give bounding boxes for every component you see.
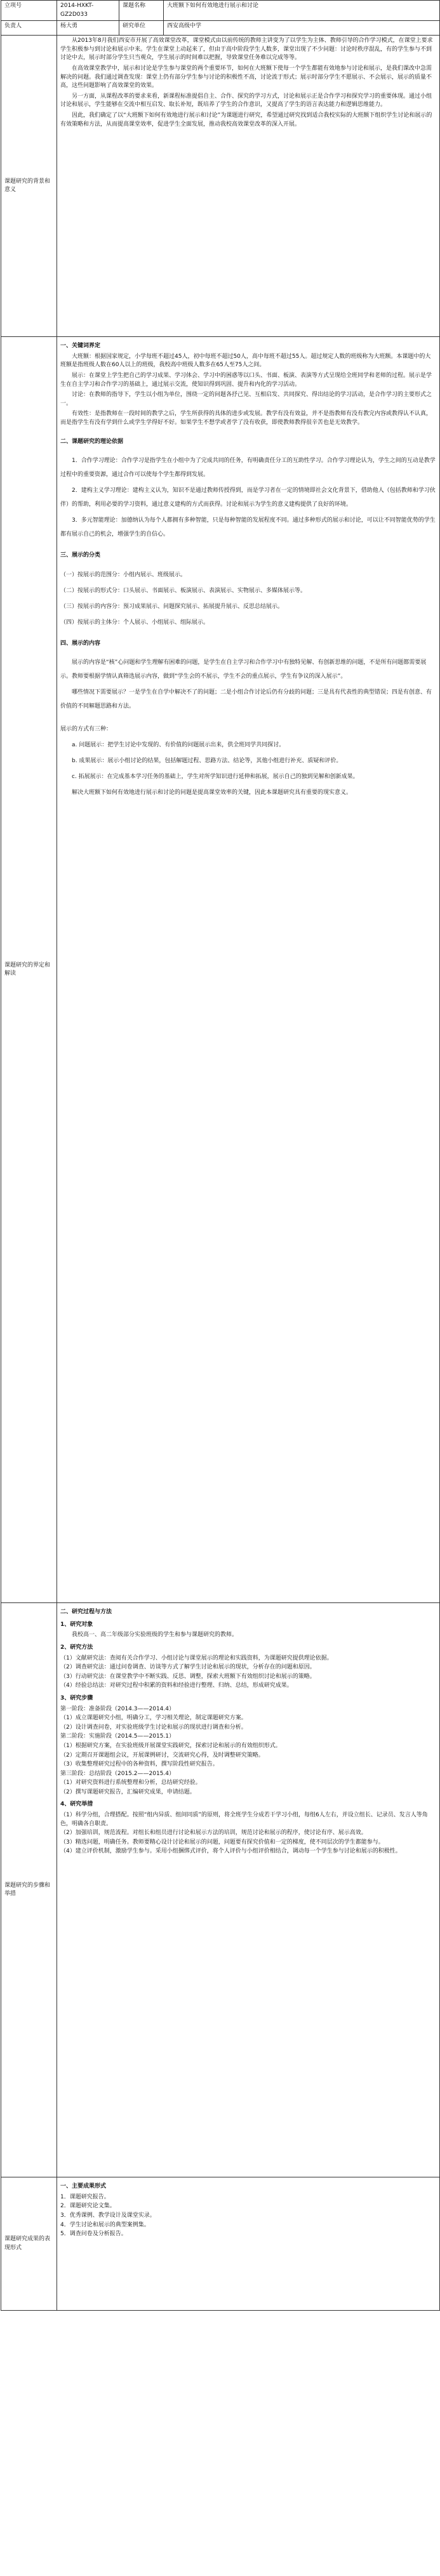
background-content <box>57 36 440 337</box>
stage-item: （2）设计调查问卷，对实验班级学生讨论和展示的现状进行调查和分析。 <box>60 1724 247 1731</box>
stage-item: 第一阶段：准备阶段（2014.3——2014.4） <box>60 1705 175 1712</box>
steps-content <box>57 1603 440 2177</box>
measures-list <box>60 1811 436 1856</box>
background-label: 课题研究的背景和意义 <box>1 36 57 337</box>
closing-paragraph: a. 问题展示：把学生讨论中发现的、有价值的问题展示出来，供全班同学共同探讨。 <box>72 742 285 749</box>
type-item: （三）按展示的内容分：预习成果展示、问题探究展示、拓展提升展示、反思总结展示。 <box>60 603 284 610</box>
title-value: 大班额下如何有效地进行展示和讨论 <box>164 1 440 21</box>
background-row <box>1 36 440 337</box>
stage-item: （1）对研究资料进行系统整理和分析，总结研究经验。 <box>60 1780 201 1787</box>
steps-paragraph: 我校高一、高二年级部分实验班级的学生和参与课题研究的教师。 <box>72 1632 238 1639</box>
review-paragraph: 讨论：在教师的指导下，学生以小组为单位，围绕一定的问题各抒己见、互相启发、共同探究、得出结论的学习活动，是合作学习的主要形式之一。 <box>60 392 432 407</box>
stage-item: （1）成立课题研究小组，明确分工，学习相关理论，制定课题研究方案。 <box>60 1715 247 1722</box>
stage-item: 第三阶段：总结阶段（2015.2——2015.4） <box>60 1770 175 1777</box>
result-item: 4．学生讨论和展示的典型案例集。 <box>60 2221 150 2228</box>
closing-paragraph: 展示的方式有三种： <box>60 726 112 733</box>
measure-item: （4）建立评价机制，激励学生参与。采用小组捆绑式评价，将个人评价与小组评价相结合，调动每一个学生参与讨论和展示的积极性。 <box>60 1848 401 1855</box>
review-row <box>1 337 440 1603</box>
stage-item: （2）撰写课题研究报告，汇编研究成果，申请结题。 <box>60 1788 196 1795</box>
header-row-1 <box>1 1 440 21</box>
section-heading: 一、关键词界定 <box>60 343 101 350</box>
method-item: （1）文献研究法：查阅有关合作学习、小组讨论与课堂展示的理论和实践资料，为课题研究提供理论依据。 <box>60 1655 333 1661</box>
closing-paragraph: b. 成果展示：展示小组讨论的结果，包括解题过程、思路方法、结论等，其他小组进行补充、质疑和评价。 <box>72 758 342 765</box>
id-value: 2014-HXKT-GZ2D033 <box>57 1 119 21</box>
section-heading: 四、展示的内容 <box>60 640 101 647</box>
result-item: 2．课题研究论文集。 <box>60 2203 116 2210</box>
closing-paragraph: 解决大班额下如何有效地进行展示和讨论的问题是提高课堂效率的关键，因此本课题研究具有重要的现实意义。 <box>72 789 352 796</box>
title-label: 课题名称 <box>119 1 164 21</box>
closing-paragraph: c. 拓展展示：在完成基本学习任务的基础上，学生对所学知识进行延伸和拓展，展示自己的独到见解和创新成果。 <box>72 774 359 781</box>
review-paragraph: 展示：在课堂上学生把自己的学习成果、学习体会、学习中的困惑等以口头、书面、板演、表演等方式呈现给全班同学和老师的过程。展示是学生在自主学习和合作学习的基础上，通过展示交流，使知识得到巩固、提升和内化的学习活动。 <box>60 372 432 388</box>
leader-value: 杨大勇 <box>57 21 119 36</box>
measure-item: （2）加强培训，规范流程。对组长和组员进行讨论和展示方法的培训，规范讨论和展示的程序，使讨论有序、展示高效。 <box>60 1830 367 1837</box>
review-paragraph: 1．合作学习理论：合作学习是指学生在小组中为了完成共同的任务，有明确责任分工的互助性学习。合作学习理论认为，学生之间的互动是教学过程中的重要资源，通过合作可以使每个学生都得到发展。 <box>60 458 436 479</box>
stage-item: （3）收集整理研究过程中的各种资料，撰写阶段性研究报告。 <box>60 1761 218 1768</box>
subsection-heading: 1、研究对象 <box>60 1621 93 1628</box>
review-label: 课题研究的界定和解读 <box>1 337 57 1603</box>
result-item: 1．课题研究报告。 <box>60 2193 110 2200</box>
methods-list <box>60 1655 436 1691</box>
type-item: （二）按展示的形式分：口头展示、书面展示、板演展示、表演展示、实物展示、多媒体展示等。 <box>60 587 307 594</box>
unit-value: 西安高级中学 <box>164 21 440 36</box>
section-heading: 二、课题研究的理论依据 <box>60 438 124 445</box>
stage-item: （2）定期召开课题组会议，开展课例研讨，交流研究心得，及时调整研究策略。 <box>60 1752 264 1759</box>
type-item: （一）按展示的范围分：小组内展示、班级展示。 <box>60 571 187 578</box>
results-label: 课题研究成果的表现形式 <box>1 2177 57 2311</box>
stage-item: （1）根据研究方案，在实验班级开展课堂实践研究，探索讨论和展示的有效组织形式。 <box>60 1742 281 1749</box>
method-item: （4）经验总结法：对研究过程中积累的资料和经验进行整理、归纳、总结，形成研究成果。 <box>60 1682 293 1689</box>
review-content <box>57 337 440 1603</box>
project-form-table <box>1 0 440 2311</box>
review-paragraph: 2．建构主义学习理论：建构主义认为，知识不是通过教师传授得到，而是学习者在一定的情境即社会文化背景下，借助他人（包括教师和学习伙伴）的帮助，利用必要的学习资料，通过意义建构的方式而获得。讨论和展示为学生的意义建构提供了良好的环境。 <box>60 487 436 508</box>
review-paragraph: 哪些情况下需要展示？一是学生在自学中解决不了的问题；二是小组合作讨论后仍有分歧的问题；三是具有代表性的典型错误；四是有创意、有价值的不同解题思路和方法。 <box>60 689 432 710</box>
measure-item: （3）精选问题，明确任务。教师要精心设计讨论和展示的问题，问题要有探究价值和一定的梯度，使不同层次的学生都能参与。 <box>60 1839 384 1846</box>
header-row-2 <box>1 21 440 36</box>
stages-list <box>60 1705 436 1797</box>
steps-intro: 二、研究过程与方法 <box>60 1609 112 1616</box>
results-content <box>57 2177 440 2311</box>
result-item: 3．优秀课例、教学设计及课堂实录。 <box>60 2212 156 2219</box>
results-intro: 一、主要成果形式 <box>60 2183 107 2190</box>
result-item: 5．调查问卷及分析报告。 <box>60 2231 127 2238</box>
method-item: （3）行动研究法：在课堂教学中不断实践、反思、调整，探索大班额下有效组织讨论和展示的策略。 <box>60 1673 316 1680</box>
subsection-heading: 3、研究步骤 <box>60 1694 93 1701</box>
stage-item: 第二阶段：实施阶段（2014.5——2015.1） <box>60 1733 175 1740</box>
results-list <box>60 2193 436 2239</box>
measure-item: （1）科学分组，合理搭配。按照“组内异质、组间同质”的原则，将全班学生分成若干学习小组，每组6人左右，并设立组长、记录员、发言人等角色，明确各自职责。 <box>60 1812 428 1827</box>
background-text <box>60 37 436 129</box>
id-label: 立项号 <box>1 1 57 21</box>
background-paragraph: 因此，我们确定了以“大班额下如何有效地进行展示和讨论”为课题进行研究，希望通过研究找到适合我校实际的大班额下组织学生讨论和展示的有效策略和方法，从而提高课堂效率，促进学生全面发展，推动我校高效课堂改革的深入开展。 <box>60 112 432 128</box>
subsection-heading: 4、研究举措 <box>60 1801 93 1808</box>
review-paragraph: 有效性：是指教师在一段时间的教学之后，学生所获得的具体的进步或发展。教学有没有效益，并不是指教师有没有教完内容或教得认不认真，而是指学生有没有学到什么或学生学得好不好。如果学生不想学或者学了没有收获，即使教师教得很辛苦也是无效教学。 <box>60 411 432 426</box>
background-paragraph: 从2013年8月我们西安市开展了高效课堂改革，课堂模式由以前传统的教师主讲变为了以学生为主体、教师引导的合作学习模式，在课堂上要求学生积极参与到讨论和展示中来。学生在课堂上动起来了，但由于高中阶段学生人数多，课堂出现了不少问题：讨论时秩序混乱，有的学生参与不到讨论中去，展示时部分学生只当观众，学生展示的时间难以把握，导致课堂任务难以完成等等。 <box>60 37 433 62</box>
section-heading: 三、展示的分类 <box>60 552 101 559</box>
type-item: （四）按展示的主体分：个人展示、小组展示、组际展示。 <box>60 619 210 626</box>
review-paragraph: 展示的内容是“核”心问题和学生理解有困难的问题，是学生在自主学习和合作学习中有独特见解、有创新思维的问题，不是所有问题都需要展示。教师要根据学情认真筛选展示内容，做到“学生会的不展示，学生不会的重点展示，学生有争议的深入展示”。 <box>60 659 427 680</box>
steps-label: 课题研究的步骤和举措 <box>1 1603 57 2177</box>
steps-row <box>1 1603 440 2177</box>
results-row <box>1 2177 440 2311</box>
review-paragraph: 大班额：根据国家规定，小学每班不超过45人，初中每班不超过50人，高中每班不超过55人。超过规定人数的班级称为大班额。本课题中的大班额是指班级人数在60人以上的班级，我校高中班级人数多在65人至75人之间。 <box>60 353 431 369</box>
subsection-heading: 2、研究方法 <box>60 1644 93 1651</box>
method-item: （2）调查研究法：通过问卷调查、访谈等方式了解学生讨论和展示的现状，分析存在的问题和原因。 <box>60 1664 316 1671</box>
unit-label: 研究单位 <box>119 21 164 36</box>
background-paragraph: 另一方面，从课程改革的要求来看，新课程标准提倡自主、合作、探究的学习方式，讨论和展示正是合作学习和探究学习的重要体现。通过小组讨论和展示，学生能够在交流中相互启发、取长补短，既培养了学生的合作意识，又提高了学生的语言表达能力和逻辑思维能力。 <box>60 93 432 109</box>
leader-label: 负责人 <box>1 21 57 36</box>
background-paragraph: 在高效课堂教学中，展示和讨论是学生参与课堂的两个重要环节，如何在大班额下使每一个学生都能有效地参与讨论和展示，是我们课改中急需解决的问题。我们通过调查发现：课堂上仍有部分学生参与讨论的积极性不高，讨论流于形式；展示时部分学生不愿展示、不会展示，展示的质量不高，这些问题影响了高效课堂的效果。 <box>60 65 432 89</box>
review-paragraph: 3．多元智能理论：加德纳认为每个人都拥有多种智能，只是每种智能的发展程度不同。通过多种形式的展示和讨论，可以让不同智能优势的学生都有展示自己的机会，增强学生的自信心。 <box>60 517 436 538</box>
